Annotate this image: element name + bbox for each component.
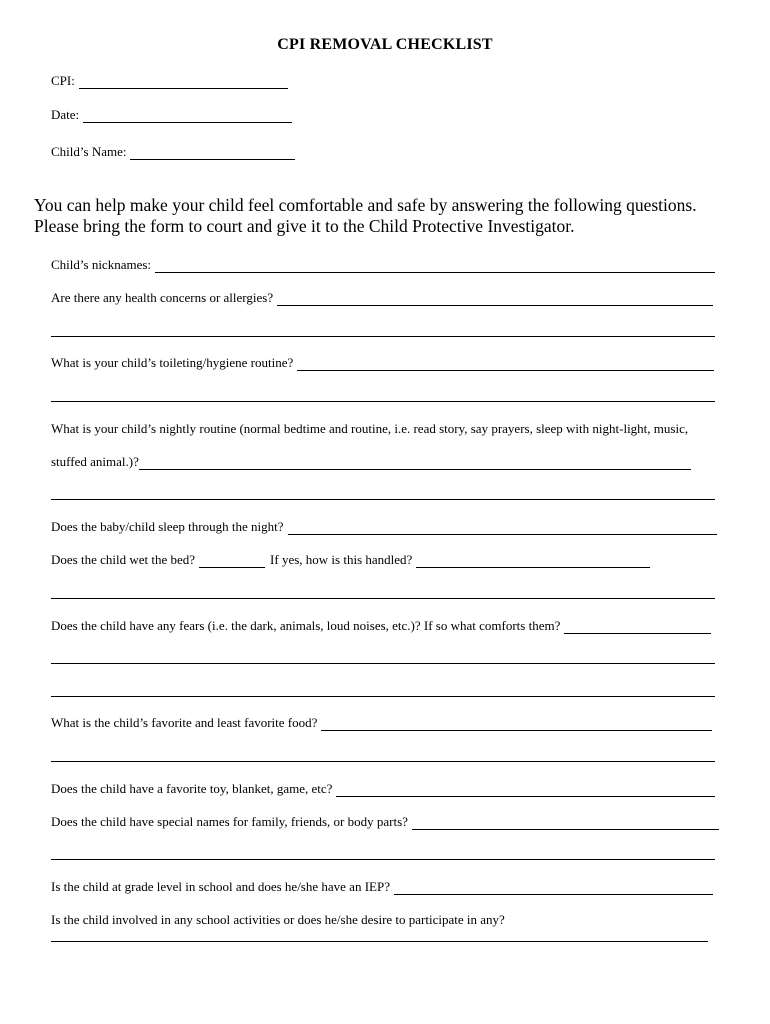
nightly-routine-input-extra[interactable]: [51, 485, 715, 500]
wet-bed-label: Does the child wet the bed?: [51, 552, 196, 567]
fears-label: Does the child have any fears (i.e. the dark, animals, loud noises, etc.)? If so what comforts them?: [51, 618, 561, 633]
wet-bed-row: [51, 552, 650, 568]
grade-level-input[interactable]: [394, 880, 713, 895]
toileting-input[interactable]: [297, 356, 714, 371]
date-field-row: [51, 107, 292, 123]
health-label: Are there any health concerns or allergies?: [51, 290, 274, 305]
wet-bed-followup-label: If yes, how is this handled?: [270, 552, 413, 567]
activities-input[interactable]: [51, 927, 708, 942]
cpi-label: CPI:: [51, 73, 75, 88]
nightly-routine-label-cont: stuffed animal.)?: [51, 454, 139, 469]
toileting-row: [51, 355, 714, 371]
child-name-input[interactable]: [130, 145, 295, 160]
toy-input[interactable]: [336, 782, 715, 797]
cpi-field-row: [51, 73, 288, 89]
nightly-routine-input[interactable]: [139, 455, 691, 470]
fears-row: [51, 618, 711, 634]
nicknames-label: Child’s nicknames:: [51, 257, 152, 272]
health-input[interactable]: [277, 291, 713, 306]
special-names-input-extra[interactable]: [51, 845, 715, 860]
nicknames-row: [51, 257, 715, 273]
nightly-routine-label: What is your child’s nightly routine (normal bedtime and routine, i.e. read story, say prayers, sleep with night-light, music,: [51, 421, 689, 436]
wet-bed-input[interactable]: [199, 553, 265, 568]
food-input[interactable]: [321, 716, 712, 731]
child-name-field-row: [51, 144, 295, 160]
child-name-label: Child’s Name:: [51, 144, 127, 159]
date-input[interactable]: [83, 108, 292, 123]
fears-input-extra-2[interactable]: [51, 682, 715, 697]
cpi-input[interactable]: [79, 74, 288, 89]
toy-row: [51, 781, 715, 797]
wet-bed-followup-input[interactable]: [416, 553, 650, 568]
food-row: [51, 715, 712, 731]
nicknames-input[interactable]: [155, 258, 715, 273]
grade-level-row: [51, 879, 713, 895]
sleep-night-input[interactable]: [288, 520, 717, 535]
food-input-extra[interactable]: [51, 747, 715, 762]
fears-input-extra-1[interactable]: [51, 649, 715, 664]
fears-input[interactable]: [564, 619, 711, 634]
health-input-extra[interactable]: [51, 322, 715, 337]
special-names-input[interactable]: [412, 815, 719, 830]
activities-label: Is the child involved in any school activities or does he/she desire to participate in any?: [51, 912, 505, 927]
nightly-routine-row: [51, 454, 691, 470]
intro-paragraph: [34, 195, 754, 237]
intro-line-1: You can help make your child feel comfortable and safe by answering the following questions.: [34, 195, 697, 215]
special-names-label: Does the child have special names for family, friends, or body parts?: [51, 814, 408, 829]
page-title: CPI REMOVAL CHECKLIST: [277, 36, 493, 53]
sleep-night-label: Does the baby/child sleep through the night?: [51, 519, 284, 534]
toileting-label: What is your child’s toileting/hygiene routine?: [51, 355, 294, 370]
health-row: [51, 290, 713, 306]
toy-label: Does the child have a favorite toy, blanket, game, etc?: [51, 781, 333, 796]
date-label: Date:: [51, 107, 80, 122]
wet-bed-input-extra[interactable]: [51, 584, 715, 599]
food-label: What is the child’s favorite and least favorite food?: [51, 715, 318, 730]
grade-level-label: Is the child at grade level in school and does he/she have an IEP?: [51, 879, 390, 894]
special-names-row: [51, 814, 719, 830]
toileting-input-extra[interactable]: [51, 387, 715, 402]
sleep-night-row: [51, 519, 717, 535]
intro-line-2: Please bring the form to court and give it to the Child Protective Investigator.: [34, 216, 575, 236]
